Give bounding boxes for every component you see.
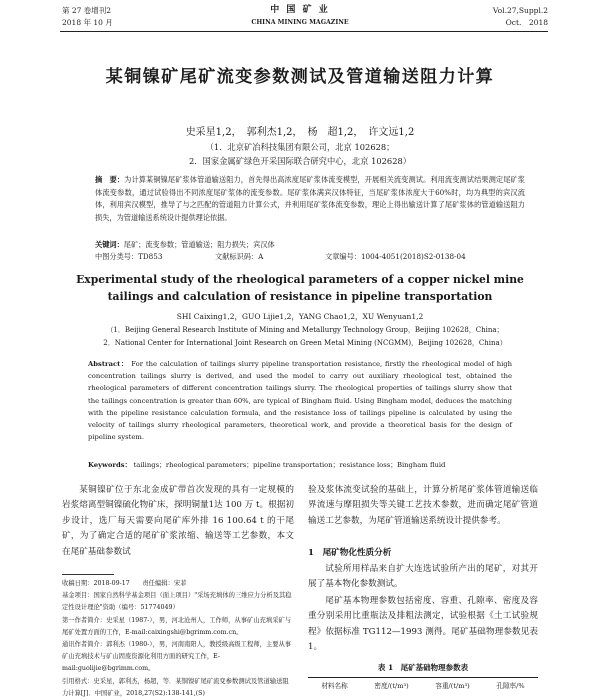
table-1-top-rule [308,677,538,678]
header-volume-en: Vol.27,Suppl.2 [492,6,548,15]
affiliation-cn-2: 2．国家金属矿绿色开采国际联合研究中心，北京 102628） [188,156,412,166]
header-journal-en: CHINA MINING MAGAZINE [251,19,349,26]
keywords-en-text: tailings；rheological parameters；pipeline transportation；resistance loss；Bingham fluid [133,461,446,469]
footnote-funding: 基金项目：国家自然科学基金项目（面上项目）"采场充填体的三维应力分析及其稳定性设计理论"资助（编号：51774049） [62,592,292,612]
body-left-para-1: 某铜镍矿位于东北金成矿带首次发现的具有一定规模的岩浆熔离型铜镍硫化物矿床，探明铜量1达 100 万 t。根据初步设计，选厂每天需要向尾矿库外排 16 100.64 t 的干尾矿，为了确定合适的尾矿矿浆浓缩、输送等工艺参数，本文在尾矿基础参数试 [62,485,294,557]
authors-en: SHI Caixing1,2，GUO Lijie1,2，YANG Chao1,2，XU Wenyuan1,2 [176,312,424,321]
table-1-header-row [308,680,538,690]
header-date-cn: 2018 年 10 月 [62,18,113,27]
table-1-col-material: 材料名称 [321,682,348,690]
document-code: 文献标识码：A [215,252,264,261]
article-number: 文章编号：1004-4051(2018)S2-0138-04 [325,252,466,261]
header-rule [60,31,548,32]
authors-cn: 史采星1,2， 郭利杰1,2， 杨 超1,2， 许文远1,2 [185,127,415,138]
footnote-citation: 引用格式：史采星，郭利杰，杨超，等．某铜镍矿尾矿流变参数测试及管道输送阻力计算[J]．中国矿业，2018,27(S2):138-141,(S) [62,677,289,697]
abstract-en-label: Abstract： [88,360,129,368]
paper-title-en: Experimental study of the rheological parameters of a copper nickel mine tailings and calculation of resistance in pipeline transportation [76,273,524,303]
classification-row [95,252,525,262]
body-right-para-3: 尾矿基本物理参数包括密度、容重、孔隙率、密度及容重分别采用比重瓶法及排粗法测定，试验根据《土工试验规程》依据标准 TG112—1993 测得。尾矿基础物理参数见表 1。 [308,596,538,653]
keywords-cn-label: 关键词： [95,240,124,249]
keywords-en [88,459,512,471]
abstract-cn-label: 摘 要： [95,175,125,184]
affiliation-en-1: （1．Beijing General Research Institute of Mining and Metallurgy Technology Group，Beijing 102628，China； [106,326,504,334]
table-1-caption: 表 1 尾矿基础物理参数表 [377,663,469,672]
keywords-en-label: Keywords： [88,461,132,469]
abstract-en-text: For the calculation of tailings slurry pipeline transportation resistance, firstly the rheological model of high concentration tailings slurry is derived, and used the model to carry out auxiliary rheological test, obtained the rheological parameters of different concentration tailings slurry. The rheological properties of tailings slurry show that the tailings concentration is greater than 60%, are typical of Bingham fluid. Using Bingham model, deduces the matching with the pipeline resistance calculation formula, and the resistance loss of tailings pipeline is calculated by using the velocity of tailings slurry rheological parameters, theoretical work, and provide a theoretical basis for the design of pipeline system. [88,360,512,442]
affiliation-en-2: 2．National Center for International Joint Research on Green Metal Mining (NCGMM)，Beijing 102628，China） [103,339,507,347]
keywords-cn-text: 尾矿；流变参数；管道输送；阻力损失；宾汉体 [123,240,275,249]
table-1-col-bulk-density: 容重/(t/m³) [435,682,470,690]
affiliation-cn-1: （1．北京矿冶科技集团有限公司，北京 102628； [205,142,395,152]
abstract-en [88,358,512,443]
abstract-cn-text: 为计算某铜镍尾矿浆体管道输送阻力，首先得出高浓度尾矿浆体流变模型，开展相关流变测试。利用流变测试结果测定尾矿浆体流变参数，通过试验得出不同浓度尾矿浆体的流变参数。尾矿浆体满宾汉体特征，当尾矿浆体浓度大于60%时，均为典型的宾汉流体，利用宾汉模型，推导了与之匹配的管道阻力计算公式，并利用尾矿浆体流变参数，理论上得出输送计算了尾矿浆体的管道输送阻力损失，为管道输送系统设计提供理论依据。 [95,175,525,222]
table-1-col-porosity: 孔隙率/% [496,682,525,690]
footnote-first-author: 第一作者简介：史采星（1987-），男，河北沧州人，工作师，从事矿山充填采矿与尾矿处置方面的工作，E-mail:caixingshi@bgrimm.com.cn。 [62,616,292,636]
footnote-corresponding-author: 通讯作者简介：郭利杰（1980-），男，河南南阳人，教授级高级工程师，主要从事矿山充填技术与矿山固废资源化利用方面的研究工作，E-mail:guolijie@bgrimm.com。 [62,641,292,673]
keywords-cn [95,239,525,252]
abstract-cn [95,174,525,224]
paper-title-cn: 某铜镍矿尾矿流变参数测试及管道输送阻力计算 [105,67,495,87]
section-1-heading: 1 尾矿物化性质分析 [308,548,392,558]
clc-number: 中图分类号：TD853 [95,252,163,261]
header-volume-cn: 第 27 卷增刊2 [62,6,112,15]
table-1-col-density: 密度/(t/m³) [374,682,409,690]
body-right-para-2: 试验所用样品来自扩大连选试验所产出的尾矿，对其开展了基本物化参数测试。 [308,564,538,590]
footnote-received: 收稿日期：2018-09-17 责任编辑：宋菲 [62,580,187,587]
header-date-en: Oct. 2018 [505,18,548,27]
footnote-rule [62,574,114,575]
footnotes [62,578,294,700]
header-journal-cn: 中 国 矿 业 [270,5,330,15]
body-right-para-1: 验及浆体流变试验的基础上，计算分析尾矿浆体管道输送临界流速与摩阻损失等关键工艺技术参数，进而确定尾矿管道输送工艺参数，为尾矿管道输送系统设计提供参考。 [308,485,538,526]
